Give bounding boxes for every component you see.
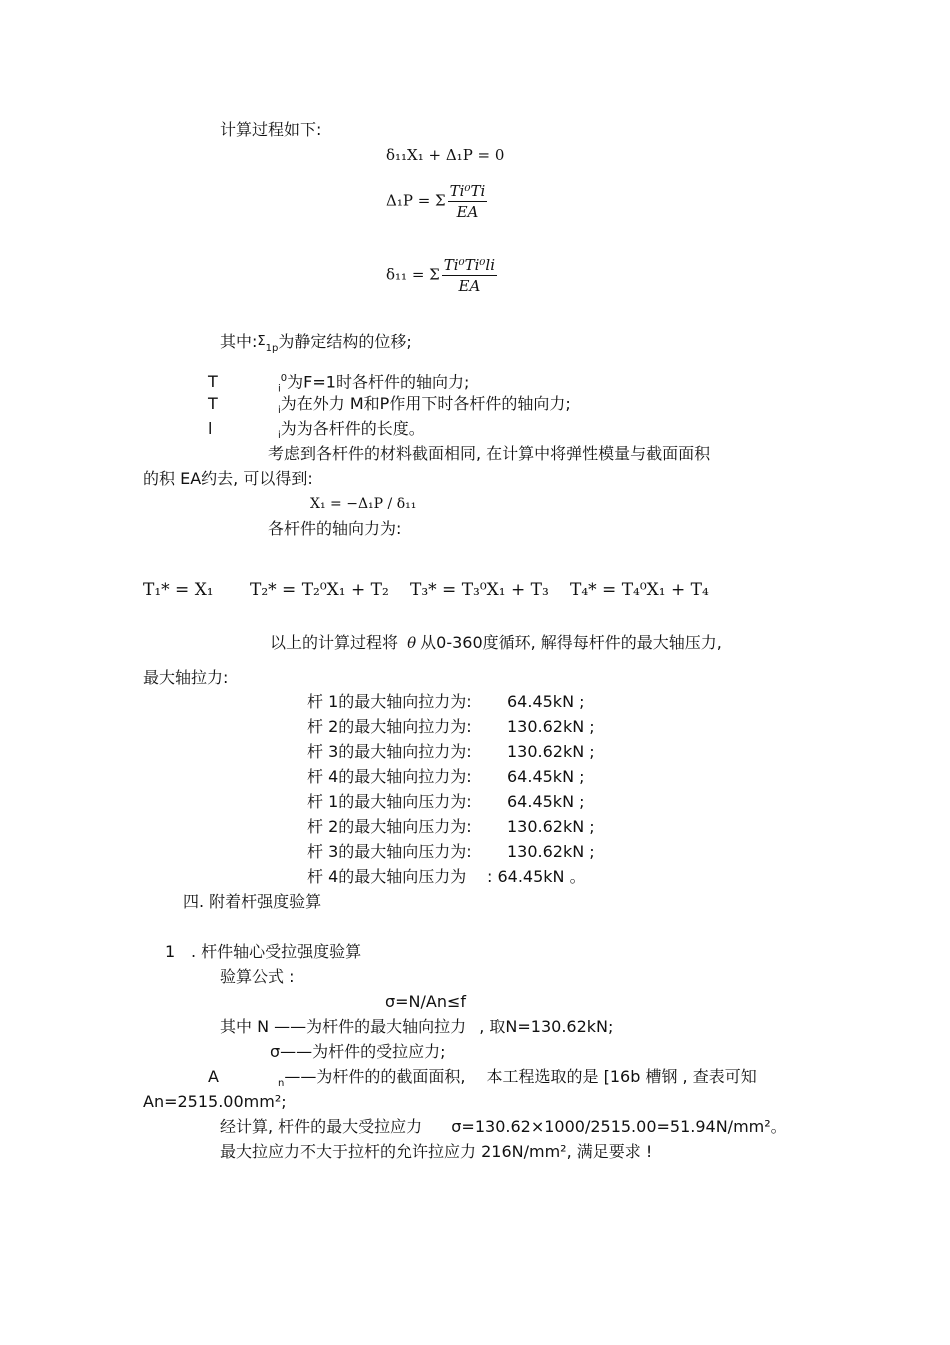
result-value: 130.62kN ;	[507, 842, 595, 861]
theta-symbol: θ	[407, 634, 417, 652]
paragraph-2-pre: 以上的计算过程将	[270, 633, 399, 652]
definition-t0-symbol: T	[208, 372, 218, 392]
n-definition	[220, 1017, 613, 1037]
result-row	[307, 742, 595, 762]
intro-text: 计算过程如下:	[220, 120, 322, 139]
result-value: 64.45kN ;	[507, 767, 585, 786]
equation-2-lhs: Δ₁P = Σ	[386, 191, 446, 210]
subsection-1-heading	[165, 942, 361, 962]
result-label: 杆 2的最大轴向拉力为:	[307, 717, 472, 736]
calculation-text: 经计算, 杆件的最大受拉应力	[220, 1117, 423, 1136]
result-row	[307, 792, 585, 812]
equation-4: X₁ = −Δ₁P / δ₁₁	[310, 496, 417, 512]
definition-t	[208, 394, 571, 421]
result-label: 杆 4的最大轴向拉力为:	[307, 767, 472, 786]
equation-1: δ₁₁X₁ + Δ₁P = 0	[386, 146, 505, 164]
definition-t-text: 为在外力 M和P作用下时各杆件的轴向力;	[280, 394, 571, 413]
where-delta-symbol: Σ	[257, 334, 266, 349]
result-row	[307, 767, 585, 787]
subsection-number: 1	[165, 942, 176, 961]
definition-t0-text: 为F=1时各杆件的轴向力;	[287, 372, 470, 392]
result-value: : 64.45kN 。	[487, 867, 586, 886]
definition-t0-sub: i	[278, 383, 281, 395]
result-row	[307, 842, 595, 862]
where-delta-sub: 1p	[265, 343, 279, 355]
section-4-heading: 四. 附着杆强度验算	[183, 892, 322, 911]
an-definition-material: 本工程选取的是 [16b 槽钢 , 查表可知	[486, 1067, 757, 1086]
paragraph-1-line-1: 考虑到各杆件的材料截面相同, 在计算中将弹性模量与截面面积	[268, 444, 711, 463]
result-row	[307, 817, 595, 837]
where-text: 为静定结构的位移;	[278, 332, 412, 351]
equation-2	[386, 182, 489, 221]
equation-3-denominator: EA	[458, 277, 481, 295]
result-value: 130.62kN ;	[507, 817, 595, 836]
subsection-title: . 杆件轴心受拉强度验算	[191, 942, 362, 961]
paragraph-2-line-1	[270, 633, 722, 653]
equation-2-numerator: Ti⁰Ti	[449, 182, 486, 200]
formula: σ=N/An≤f	[385, 992, 467, 1011]
equation-3	[386, 256, 499, 295]
equation-t2: T₂* = T₂⁰X₁ + T₂	[250, 580, 389, 600]
equation-3-numerator: Ti⁰Ti⁰li	[443, 256, 496, 274]
result-row	[307, 692, 585, 712]
axial-heading: 各杆件的轴向力为:	[268, 519, 402, 538]
definition-l	[208, 419, 425, 446]
result-row	[307, 867, 586, 887]
equation-t3: T₃* = T₃⁰X₁ + T₃	[410, 580, 549, 600]
an-sub: n	[278, 1078, 285, 1090]
n-definition-text: 其中 N ——为杆件的最大轴向拉力	[220, 1017, 467, 1036]
result-label: 杆 4的最大轴向压力为	[307, 867, 467, 886]
result-label: 杆 2的最大轴向压力为:	[307, 817, 472, 836]
conclusion: 最大拉应力不大于拉杆的允许拉应力 216N/mm², 满足要求 !	[220, 1142, 653, 1161]
result-label: 杆 3的最大轴向拉力为:	[307, 742, 472, 761]
n-definition-value: , 取N=130.62kN;	[479, 1017, 614, 1036]
paragraph-1-line-2: 的积 EA约去, 可以得到:	[143, 469, 313, 488]
calculation-line	[220, 1117, 787, 1137]
paragraph-2-post: 从0-360度循环, 解得每杆件的最大轴压力,	[420, 633, 722, 652]
result-value: 130.62kN ;	[507, 717, 595, 736]
definition-l-text: 为为各杆件的长度。	[280, 419, 425, 438]
paragraph-2-line-2: 最大轴拉力:	[143, 668, 229, 687]
calculation-result: σ=130.62×1000/2515.00=51.94N/mm²。	[451, 1117, 787, 1136]
result-value: 64.45kN ;	[507, 692, 585, 711]
sigma-definition: σ——为杆件的受拉应力;	[270, 1042, 446, 1061]
where-prefix: 其中:	[220, 332, 258, 351]
equation-t4: T₄* = T₄⁰X₁ + T₄	[570, 580, 709, 600]
definition-t0-sup: 0	[280, 373, 288, 384]
definition-t-sub: i	[278, 405, 281, 417]
an-symbol: A	[208, 1067, 219, 1086]
result-label: 杆 1的最大轴向压力为:	[307, 792, 472, 811]
result-label: 杆 1的最大轴向拉力为:	[307, 692, 472, 711]
equation-2-denominator: EA	[456, 203, 479, 221]
where-line	[220, 332, 412, 359]
result-label: 杆 3的最大轴向压力为:	[307, 842, 472, 861]
result-value: 64.45kN ;	[507, 792, 585, 811]
definition-l-sub: i	[278, 430, 281, 442]
equation-t1: T₁* = X₁	[143, 580, 214, 600]
formula-label: 验算公式 :	[220, 967, 295, 986]
an-definition-text: ——为杆件的的截面面积,	[284, 1067, 466, 1086]
definition-t-symbol: T	[208, 394, 218, 413]
result-row	[307, 717, 595, 737]
definition-l-symbol: l	[208, 419, 213, 438]
equation-3-lhs: δ₁₁ = Σ	[386, 265, 440, 284]
an-value: An=2515.00mm²;	[143, 1092, 287, 1111]
an-definition	[208, 1067, 757, 1094]
result-value: 130.62kN ;	[507, 742, 595, 761]
